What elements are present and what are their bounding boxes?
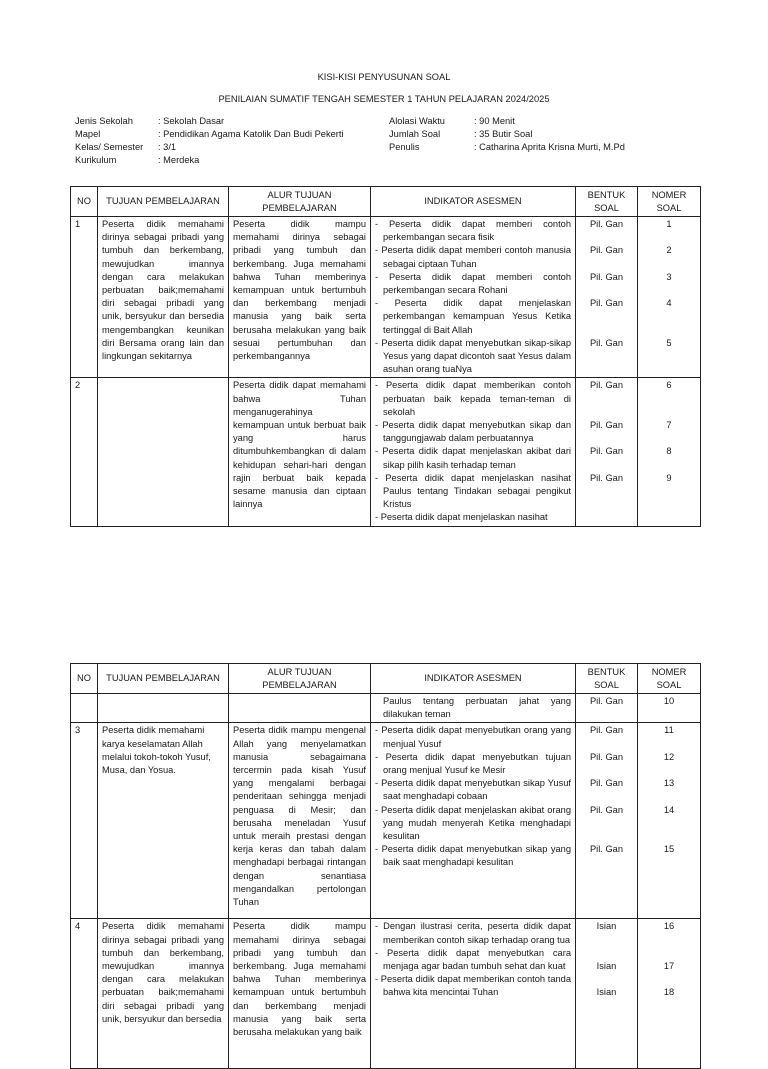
indikator-item: - Peserta didik dapat menyebutkan sikap yang baik saat menghadapi kesulitan [375, 843, 571, 869]
alur-tujuan-cell: Peserta didik mampu mengenal Allah yang menyelamatkan manusia sebagaimana tercermin pada kisah Yusuf yang mengalami berbagai penderitaan sehingga menjadi penguasa di Mesir; dan berusaha meneladan Yusuf untuk meraih prestasi dengan kerja keras dan tabah dalam menghadapi berbagai rintangan dengan senantiasa mengandalkan pertolongan Tuhan [229, 723, 371, 919]
table-row [71, 694, 701, 723]
indikator-cell [371, 723, 576, 919]
tujuan-pembelajaran-cell [98, 694, 229, 723]
meta-kelas-value: : 3/1 [158, 142, 177, 152]
meta-penulis-value: : Catharina Aprita Krisna Murti, M.Pd [474, 142, 625, 152]
bentuk-soal-cell: Pil. Gan Pil. Gan Pil. Gan Pil. Gan Pil. Gan [576, 723, 638, 919]
document-subtitle: PENILAIAN SUMATIF TENGAH SEMESTER 1 TAHUN PELAJARAN 2024/2025 [218, 94, 550, 104]
tujuan-pembelajaran-cell: Peserta didik memahami dirinya sebagai pribadi yang tumbuh dan berkembang, mewujudkan imannya dengan cara melakukan perbuatan baik;memahami diri sebagai pribadi yang unik, bersyukur dan bersedia mengembangkan keunikan diri Bersama orang lain dan lingkungan sekitarnya [98, 217, 229, 378]
bentuk-soal-cell: Pil. Gan Pil. Gan Pil. Gan Pil. Gan Pil. Gan [576, 217, 638, 378]
header-alur-tujuan-pembelajaran: ALUR TUJUAN PEMBELAJARAN [229, 664, 371, 694]
indikator-item: - Peserta didik dapat memberi contoh perkembangan secara Rohani [375, 271, 571, 297]
table-header-row [71, 187, 701, 217]
header-no: NO [71, 664, 98, 694]
indikator-item: - Peserta didik dapat memberi contoh perkembangan secara fisik [375, 218, 571, 244]
bentuk-soal-cell: Isian Isian Isian [576, 919, 638, 1069]
header-bentuk-soal: BENTUK SOAL [576, 187, 638, 217]
indikator-cell [371, 378, 576, 526]
header-tujuan-pembelajaran: TUJUAN PEMBELAJARAN [98, 187, 229, 217]
meta-kelas-label: Kelas/ Semester [75, 142, 144, 152]
table-header-row [71, 664, 701, 694]
alur-tujuan-cell: Peserta didik mampu memahami dirinya sebagai pribadi yang tumbuh dan berkembang. Juga memahami bahwa Tuhan memberinya kemampuan untuk bertumbuh dan berkembang menjadi manusia yang baik serta berusaha melakukan yang baik [229, 919, 371, 1069]
indikator-item: - Peserta didik dapat menyebutkan sikap dan tanggungjawab dalam perbuatannya [375, 419, 571, 445]
table-row [71, 378, 701, 526]
header-tujuan-pembelajaran: TUJUAN PEMBELAJARAN [98, 664, 229, 694]
tujuan-pembelajaran-cell: Peserta didik memahami karya keselamatan Allah melalui tokoh-tokoh Yusuf, Musa, dan Yosua. [98, 723, 229, 919]
header-indikator-asesmen: INDIKATOR ASESMEN [371, 187, 576, 217]
bentuk-soal-cell: Pil. Gan [576, 694, 638, 723]
meta-jenis-sekolah-value: : Sekolah Dasar [158, 116, 225, 126]
meta-jumlah-soal-label: Jumlah Soal [389, 129, 441, 139]
row-number: 3 [71, 723, 98, 919]
indikator-item: - Peserta didik dapat menyebutkan orang yang menjual Yusuf [375, 724, 571, 750]
indikator-item: - Peserta didik dapat menjelaskan nasihat [375, 511, 571, 524]
header-alur-tujuan-pembelajaran: ALUR TUJUAN PEMBELAJARAN [229, 187, 371, 217]
indikator-item: - Peserta didik dapat menyebutkan sikap-sikap Yesus yang dapat dicontoh saat Yesus dalam asuhan orang tuaNya [375, 337, 571, 377]
tujuan-pembelajaran-cell [98, 378, 229, 526]
indikator-item: - Dengan ilustrasi cerita, peserta didik dapat memberikan contoh sikap terhadap orang tua [375, 920, 571, 946]
indikator-cell [371, 217, 576, 378]
meta-kurikulum-label: Kurikulum [75, 155, 117, 165]
meta-alokasi-value: : 90 Menit [474, 116, 515, 126]
kisi-table-page-1 [70, 186, 701, 527]
meta-jumlah-soal-value: : 35 Butir Soal [474, 129, 533, 139]
indikator-item: - Peserta didik dapat menjelaskan nasihat Paulus tentang Tindakan sebagai pengikut Kristus [375, 472, 571, 512]
table-row [71, 919, 701, 1069]
header-indikator-asesmen: INDIKATOR ASESMEN [371, 664, 576, 694]
indikator-item: - Peserta didik dapat menjelaskan akibat dari sikap pilih kasih terhadap teman [375, 445, 571, 471]
row-number: 4 [71, 919, 98, 1069]
indikator-cell [371, 694, 576, 723]
table-row [71, 723, 701, 919]
indikator-item: - Peserta didik dapat menjelaskan akibat orang yang mudah menyerah Ketika menghadapi kesulitan [375, 804, 571, 844]
meta-mapel-value: : Pendidikan Agama Katolik Dan Budi Pekerti [158, 129, 344, 139]
header-no: NO [71, 187, 98, 217]
indikator-item: - Peserta didik dapat menyebutkan cara menjaga agar badan tumbuh sehat dan kuat [375, 947, 571, 973]
header-bentuk-soal: BENTUK SOAL [576, 664, 638, 694]
bentuk-soal-cell: Pil. Gan Pil. Gan Pil. Gan Pil. Gan [576, 378, 638, 526]
kisi-table-page-2 [70, 663, 701, 1069]
header-nomer-soal: NOMER SOAL [638, 664, 701, 694]
indikator-item: - Peserta didik dapat memberi contoh manusia sebagai ciptaan Tuhan [375, 244, 571, 270]
meta-jenis-sekolah-label: Jenis Sekolah [75, 116, 133, 126]
indikator-item: - Peserta didik dapat menyebutkan tujuan orang menjual Yusuf ke Mesir [375, 751, 571, 777]
alur-tujuan-cell: Peserta didik mampu memahami dirinya sebagai pribadi yang tumbuh dan berkembang. Juga memahami bahwa Tuhan memberinya kemampuan untuk bertumbuh dan berkembang menjadi manusia yang baik serta berusaha melakukan yang baik sesuai pertumbuhan dan perkembangannya [229, 217, 371, 378]
indikator-item: - Peserta didik dapat menjelaskan perkembangan kemampuan Yesus Ketika tertinggal di Bait Allah [375, 297, 571, 337]
row-number: 1 [71, 217, 98, 378]
header-nomer-soal: NOMER SOAL [638, 187, 701, 217]
tujuan-pembelajaran-cell: Peserta didik memahami dirinya sebagai pribadi yang tumbuh dan berkembang, mewujudkan imannya dengan cara melakukan perbuatan baik;memahami diri sebagai pribadi yang unik, bersyukur dan bersedia [98, 919, 229, 1069]
meta-alokasi-label: Alolasi Waktu [389, 116, 445, 126]
table-row [71, 217, 701, 378]
row-number [71, 694, 98, 723]
meta-mapel-label: Mapel [75, 129, 101, 139]
nomer-soal-cell: 6 7 8 9 [638, 378, 701, 526]
indikator-item: - Peserta didik dapat menyebutkan sikap Yusuf saat menghadapi cobaan [375, 777, 571, 803]
alur-tujuan-cell: Peserta didik dapat memahami bahwa Tuhan menganugerahinya kemampuan untuk berbuat baik yang harus ditumbuhkembangkan di dalam kehidupan sehari-hari dengan rajin berbuat baik kepada sesame manusia dan ciptaan lainnya [229, 378, 371, 526]
meta-penulis-label: Penulis [389, 142, 420, 152]
nomer-soal-cell: 16 17 18 [638, 919, 701, 1069]
nomer-soal-cell: 1 2 3 4 5 [638, 217, 701, 378]
nomer-soal-cell: 11 12 13 14 15 [638, 723, 701, 919]
alur-tujuan-cell [229, 694, 371, 723]
indikator-item: - Peserta didik dapat memberikan contoh perbuatan baik kepada teman-teman di sekolah [375, 379, 571, 419]
nomer-soal-cell: 10 [638, 694, 701, 723]
row-number: 2 [71, 378, 98, 526]
indikator-continuation: Paulus tentang perbuatan jahat yang dilakukan teman [383, 696, 571, 720]
document-title: KISI-KISI PENYUSUNAN SOAL [317, 72, 451, 82]
indikator-cell [371, 919, 576, 1069]
meta-kurikulum-value: : Merdeka [158, 155, 200, 165]
indikator-item: - Peserta didik dapat memberikan contoh tanda bahwa kita mencintai Tuhan [375, 973, 571, 999]
